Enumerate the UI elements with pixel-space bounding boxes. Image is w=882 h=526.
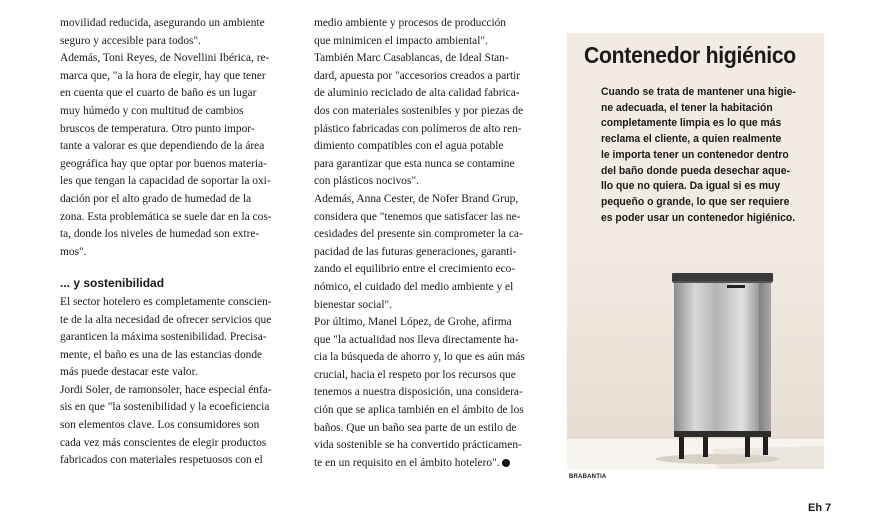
text-line: les que tengan la capacidad de soportar la oxi- — [60, 175, 271, 188]
text-line: baños. Que un baño sea parte de un estilo de — [314, 421, 517, 434]
text-line: tante a valorar es que dependiendo de la área — [60, 140, 265, 153]
sidebar-box — [567, 33, 824, 469]
text-line: movilidad reducida, asegurando un ambiente — [60, 17, 265, 29]
text-line: mente, el baño es una de las estancias donde — [60, 348, 263, 361]
text-line: medio ambiente y procesos de producción — [314, 17, 507, 29]
article-column-2 — [314, 15, 554, 472]
sidebar-line: completamente limpia es lo que más — [601, 117, 782, 130]
text-line: ta, donde los niveles de humedad son extre- — [60, 228, 260, 241]
article-column-1 — [60, 15, 298, 470]
sidebar-line: le importa tener un contenedor dentro — [601, 148, 789, 161]
text-line: geográfica hay que optar por buenos materia- — [60, 157, 267, 170]
text-line: más puede destacar este valor. — [60, 366, 198, 379]
text-line: vida sostenible se ha convertido prácticamen- — [314, 439, 522, 452]
waste-bin-photo — [567, 233, 824, 469]
sidebar-text — [601, 85, 804, 226]
text-line: También Marc Casablancas, de Ideal Stan- — [314, 52, 509, 65]
text-line: cia la búsqueda de ahorro y, lo que es aún más — [314, 351, 525, 364]
text-line: te en un requisito en el ámbito hotelero". — [314, 456, 500, 469]
text-line: marca que, "a la hora de elegir, hay que tener — [60, 69, 266, 82]
text-line: dación por el alto grado de humedad de la — [60, 192, 252, 205]
text-line: ción que se aplica también en el ámbito de los — [314, 404, 524, 417]
text-line: plástico fabricadas con polímeros de alto ren- — [314, 122, 522, 135]
text-line: fabricados con materiales respetuosos con el — [60, 454, 263, 467]
photo-credit: BRABANTIA — [569, 474, 607, 480]
text-line: bruscos de temperatura. Otro punto impor- — [60, 122, 255, 135]
text-line: El sector hotelero es completamente conscien- — [60, 295, 272, 308]
text-line: dimiento compatibles con el agua potable — [314, 140, 504, 153]
sidebar-line: ne adecuada, el tener la habitación — [601, 101, 773, 114]
text-line: nómico, el cuidado del medio ambiente y el — [314, 280, 514, 293]
text-line: considera que "tenemos que satisfacer las ne- — [314, 210, 521, 223]
text-line-last — [314, 455, 554, 473]
end-of-article-icon — [502, 459, 510, 467]
text-line: mos". — [60, 245, 87, 258]
text-line: Además, Toni Reyes, de Novellini Ibérica, re- — [60, 52, 270, 65]
text-line: Por último, Manel López, de Grohe, afirma — [314, 316, 512, 329]
sidebar-line: reclama el cliente, a quien realmente — [601, 133, 782, 146]
text-line: Además, Anna Cester, de Nofer Brand Grup, — [314, 192, 519, 205]
text-line: Jordi Soler, de ramonsoler, hace especial énfa- — [60, 383, 272, 396]
text-line: te de la alta necesidad de ofrecer servicios que — [60, 313, 272, 326]
text-line: para garantizar que esta nunca se contamine — [314, 157, 515, 170]
text-line: cada vez más conscientes de elegir productos — [60, 436, 267, 449]
text-line: sis en que "la sostenibilidad y la ecoeficiencia — [60, 401, 270, 414]
text-line: cesidades del presente sin comprometer la ca- — [314, 228, 523, 241]
text-line: que "la actualidad nos lleva directamente ha- — [314, 333, 519, 346]
text-line: pacidad de las futuras generaciones, garanti- — [314, 245, 517, 258]
text-line: zona. Esta problemática se suele dar en la cos- — [60, 210, 272, 223]
sidebar-title: Contenedor higiénico — [584, 42, 796, 68]
text-line: son elementos clave. Los consumidores son — [60, 419, 260, 432]
text-line: dos con materiales sostenibles y por piezas de — [314, 104, 524, 117]
text-line: garanticen la máxima sostenibilidad. Precisa- — [60, 331, 267, 344]
text-line: zando el equilibrio entre el crecimiento eco- — [314, 263, 516, 276]
sidebar-line: pequeño o grande, lo que ser requiere — [601, 195, 790, 208]
page-number: Eh 7 — [808, 502, 832, 514]
text-line: en cuenta que el cuarto de baño es un lugar — [60, 87, 257, 100]
text-line: bienestar social". — [314, 298, 393, 311]
text-line: seguro y accesible para todos". — [60, 34, 201, 47]
text-line: que minimicen el impacto ambiental". — [314, 34, 488, 47]
sidebar-line: es poder usar un contenedor higiénico. — [601, 211, 796, 224]
text-line: de aluminio reciclado de alta calidad fabrica- — [314, 87, 520, 100]
text-line: dard, apuesta por "accesorios creados a partir — [314, 69, 521, 82]
sidebar-line: del baño donde pueda desechar aque- — [601, 164, 790, 177]
sidebar-line: llo que no quiera. Da igual si es muy — [601, 180, 781, 193]
text-line: muy húmedo y con multitud de cambios — [60, 104, 244, 117]
text-line: con plásticos nocivos". — [314, 175, 419, 188]
text-line: crucial, hacia el respeto por los recursos que — [314, 368, 516, 381]
text-line: tenemos a nuestra disposición, una considera- — [314, 386, 523, 399]
sidebar-line: Cuando se trata de mantener una higie- — [601, 86, 796, 98]
section-subheading: ... y sostenibilidad — [60, 276, 165, 291]
